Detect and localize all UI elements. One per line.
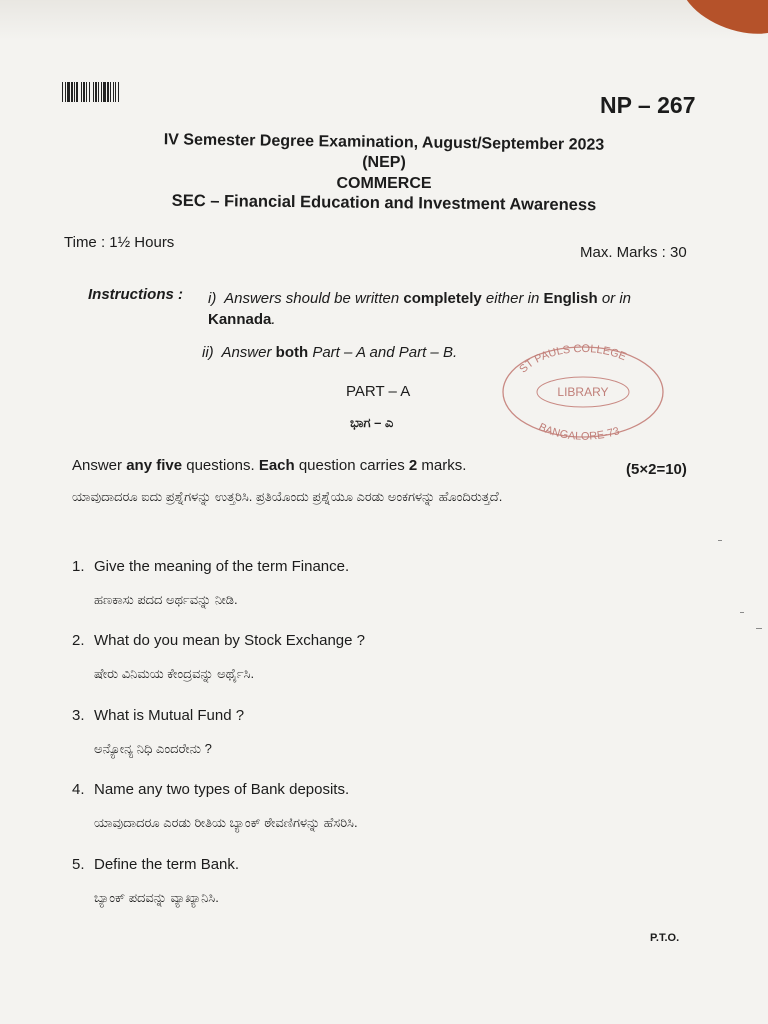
instruction-1: i) Answers should be written completely either in English or in Kannada. <box>208 290 631 328</box>
barcode-bar <box>101 82 102 102</box>
exam-subject: COMMERCE <box>336 175 432 192</box>
question-3: 3. What is Mutual Fund ? <box>72 707 245 724</box>
question-1: 1. Give the meaning of the term Finance. <box>72 558 350 575</box>
barcode-bar <box>67 82 70 102</box>
barcode-bar <box>65 82 66 102</box>
stamp-top-text: ST PAULS COLLEGE <box>517 342 628 376</box>
barcode-bar <box>76 82 78 102</box>
barcode-bar <box>115 82 116 102</box>
barcode-bar <box>118 82 119 102</box>
paper-speck <box>756 628 762 629</box>
question-2-kannada: ಷೇರು ವಿನಿಮಯ ಕೇಂದ್ರವನ್ನು ಅರ್ಥೈಸಿ. <box>94 666 255 681</box>
barcode-bar <box>93 82 94 102</box>
question-3-kannada: ಅನ್ಯೋನ್ಯ ನಿಧಿ ಎಂದರೇನು ? <box>94 741 212 756</box>
marks-calculation: (5×2=10) <box>626 461 687 478</box>
barcode-bar <box>107 82 109 102</box>
barcode-bar <box>113 82 114 102</box>
barcode-bar <box>71 82 73 102</box>
barcode-bar <box>95 82 97 102</box>
barcode-bar <box>74 82 75 102</box>
paper-code: NP – 267 <box>600 92 696 118</box>
barcode-bar <box>89 82 90 102</box>
question-4-kannada: ಯಾವುದಾದರೂ ಎರಡು ರೀತಿಯ ಬ್ಯಾಂಕ್ ಠೇವಣಿಗಳನ್ನು ಹೆಸರಿಸಿ. <box>94 815 358 830</box>
barcode-bar <box>86 82 87 102</box>
page-turn-over: P.T.O. <box>650 932 680 944</box>
svg-text:ST PAULS COLLEGE <box>517 343 628 376</box>
question-4: 4. Name any two types of Bank deposits. <box>72 781 350 798</box>
svg-text:BANGALORE-73 <box>537 421 622 440</box>
instructions-label: Instructions : <box>88 286 184 303</box>
exam-title: IV Semester Degree Examination, August/September 2023 <box>163 131 605 154</box>
stamp-bottom-text: BANGALORE-73 <box>536 421 622 440</box>
instruction-2: ii) Answer both Part – A and Part – B. <box>202 344 458 361</box>
question-2: 2. What do you mean by Stock Exchange ? <box>72 632 365 649</box>
library-stamp <box>498 340 668 440</box>
answer-instruction: Answer any five questions. Each question carries 2 marks. <box>72 457 467 474</box>
part-heading: PART – A <box>346 383 411 400</box>
barcode-bar <box>103 82 106 102</box>
course-title: SEC – Financial Education and Investment Awareness <box>171 191 597 215</box>
question-5: 5. Define the term Bank. <box>72 856 240 873</box>
paper-speck <box>718 540 722 541</box>
exam-scheme: (NEP) <box>362 154 406 171</box>
barcode-bar <box>98 82 99 102</box>
barcode-bar <box>62 82 63 102</box>
paper-edge-shadow <box>0 0 768 40</box>
exam-duration: Time : 1½ Hours <box>64 234 175 251</box>
answer-instruction-kannada: ಯಾವುದಾದರೂ ಐದು ಪ್ರಶ್ನೆಗಳನ್ನು ಉತ್ತರಿಸಿ. ಪ್ರತಿಯೊಂದು ಪ್ರಶ್ನೆಯೂ ಎರಡು ಅಂಕಗಳನ್ನು ಹೊಂದಿರುತ್ತದೆ. <box>72 489 503 504</box>
stamp-middle-text: LIBRARY <box>557 385 609 399</box>
part-heading-kannada: ಭಾಗ – ಎ <box>350 415 394 430</box>
paper-speck <box>740 612 744 613</box>
barcode <box>62 82 162 102</box>
question-1-kannada: ಹಣಕಾಸು ಪದದ ಅರ್ಥವನ್ನು ನೀಡಿ. <box>94 592 238 607</box>
question-5-kannada: ಬ್ಯಾಂಕ್ ಪದವನ್ನು ವ್ಯಾಖ್ಯಾನಿಸಿ. <box>94 890 219 905</box>
max-marks: Max. Marks : 30 <box>580 244 687 261</box>
barcode-bar <box>81 82 82 102</box>
barcode-bar <box>110 82 111 102</box>
barcode-bar <box>83 82 85 102</box>
